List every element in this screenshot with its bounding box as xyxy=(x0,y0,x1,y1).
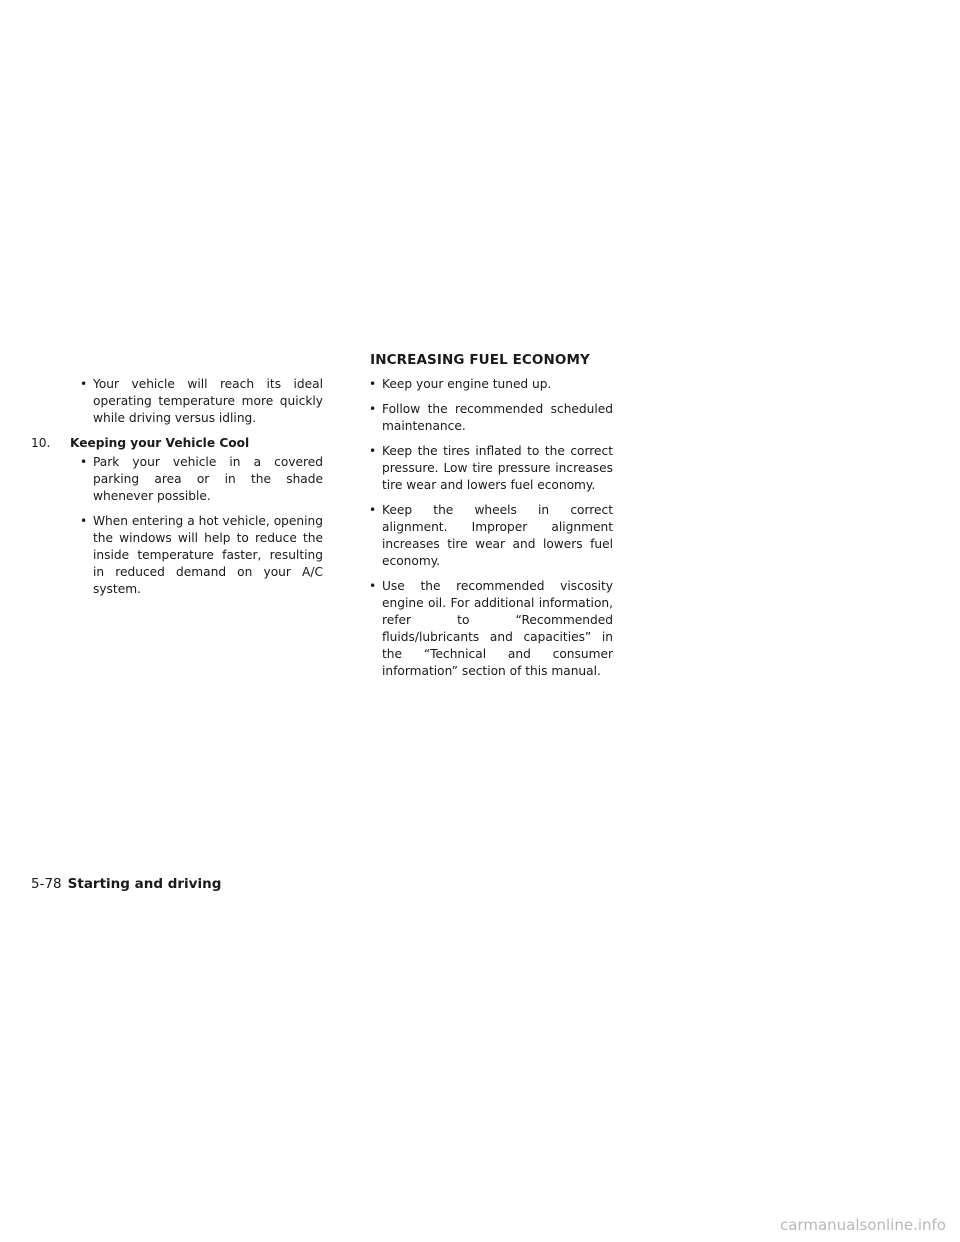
bullet-icon: • xyxy=(369,444,377,458)
list-item-text: Follow the recommended scheduled maintenance. xyxy=(382,402,613,433)
list-item-text: Keep the tires inflated to the correct pressure. Low tire pressure increases tire wear and lowers fuel economy. xyxy=(382,444,613,492)
list-item xyxy=(361,401,613,435)
bullet-icon: • xyxy=(369,402,377,416)
page-footer xyxy=(31,876,221,892)
section-name: Starting and driving xyxy=(67,876,222,892)
bullet-icon: • xyxy=(80,377,88,391)
list-item-text: Keep your engine tuned up. xyxy=(382,377,552,391)
watermark: carmanualsonline.info xyxy=(780,1216,946,1234)
list-item-text: When entering a hot vehicle, opening the windows will help to reduce the inside temperature faster, resulting in reduced demand on your A/C system. xyxy=(93,514,323,596)
item-title: Keeping your Vehicle Cool xyxy=(70,436,250,450)
list-item xyxy=(361,443,613,494)
item-number: 10. xyxy=(31,436,51,450)
list-item xyxy=(72,376,323,427)
page-number: 5-78 xyxy=(31,876,62,892)
list-item xyxy=(72,513,323,598)
bullet-icon: • xyxy=(80,455,88,469)
list-item xyxy=(361,502,613,570)
list-item xyxy=(72,454,323,505)
list-item-text: Keep the wheels in correct alignment. Improper alignment increases tire wear and lowers fuel economy. xyxy=(382,503,613,568)
bullet-icon: • xyxy=(369,503,377,517)
bullet-icon: • xyxy=(369,377,377,391)
numbered-item-heading xyxy=(31,435,323,452)
list-item-text: Park your vehicle in a covered parking area or in the shade whenever possible. xyxy=(93,455,323,503)
list-item-text: Use the recommended viscosity engine oil. For additional information, refer to “Recommended fluids/lubricants and capacities” in the “Technical and consumer information” section of this manual. xyxy=(382,579,613,678)
section-heading: INCREASING FUEL ECONOMY xyxy=(370,352,590,368)
list-item xyxy=(361,376,613,393)
bullet-icon: • xyxy=(369,579,377,593)
list-item-text: Your vehicle will reach its ideal operating temperature more quickly while driving versus idling. xyxy=(93,377,323,425)
list-item xyxy=(361,578,613,680)
left-column xyxy=(31,376,323,606)
bullet-icon: • xyxy=(80,514,88,528)
right-column xyxy=(361,376,613,688)
